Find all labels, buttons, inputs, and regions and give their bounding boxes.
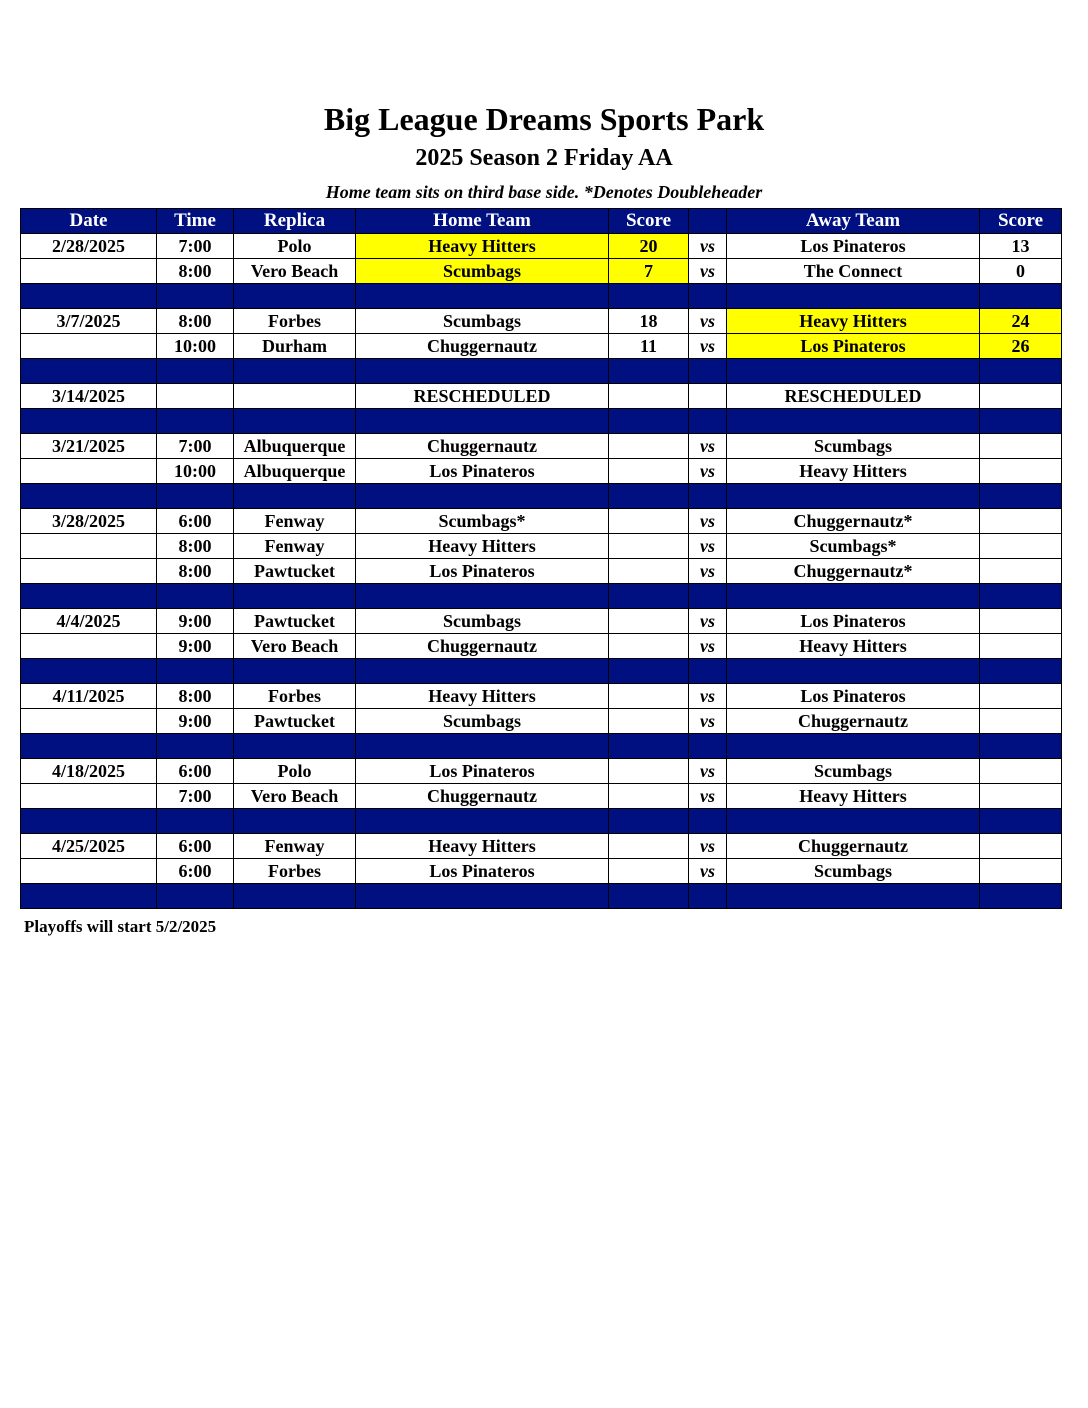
col-header-date: Date <box>21 209 157 234</box>
home-team-cell: Scumbags <box>356 309 609 334</box>
spacer-cell <box>609 484 689 509</box>
spacer-cell <box>157 284 234 309</box>
time-cell: 9:00 <box>157 634 234 659</box>
spacer-cell <box>609 809 689 834</box>
schedule-note: Home team sits on third base side. *Denotes Doubleheader <box>325 182 763 202</box>
date-cell: 3/7/2025 <box>21 309 157 334</box>
spacer-cell <box>609 734 689 759</box>
time-cell: 10:00 <box>157 334 234 359</box>
spacer-cell <box>356 659 609 684</box>
home-score-cell <box>609 609 689 634</box>
playoffs-note: Playoffs will start 5/2/2025 <box>24 917 217 936</box>
replica-cell: Forbes <box>234 309 356 334</box>
away-team-cell: Heavy Hitters <box>727 309 980 334</box>
page-subtitle: 2025 Season 2 Friday AA <box>415 145 673 171</box>
game-row <box>21 309 1062 334</box>
vs-cell: vs <box>689 459 727 484</box>
date-cell <box>21 634 157 659</box>
away-team-cell: Los Pinateros <box>727 334 980 359</box>
spacer-cell <box>980 484 1062 509</box>
spacer-cell <box>727 809 980 834</box>
spacer-cell <box>356 809 609 834</box>
spacer-cell <box>980 359 1062 384</box>
home-team-cell: Scumbags <box>356 609 609 634</box>
col-header-home-team: Home Team <box>356 209 609 234</box>
away-team-cell: Los Pinateros <box>727 684 980 709</box>
away-team-cell: The Connect <box>727 259 980 284</box>
home-team-cell: Los Pinateros <box>356 759 609 784</box>
spacer-cell <box>157 484 234 509</box>
away-team-cell: Scumbags <box>727 759 980 784</box>
spacer-cell <box>234 359 356 384</box>
home-team-cell: Heavy Hitters <box>356 534 609 559</box>
home-score-cell <box>609 384 689 409</box>
game-row <box>21 434 1062 459</box>
spacer-cell <box>689 409 727 434</box>
game-row <box>21 259 1062 284</box>
date-cell: 4/4/2025 <box>21 609 157 634</box>
date-cell: 3/28/2025 <box>21 509 157 534</box>
spacer-cell <box>21 884 157 909</box>
away-score-cell <box>980 559 1062 584</box>
spacer-cell <box>609 659 689 684</box>
away-team-cell: Heavy Hitters <box>727 784 980 809</box>
spacer-cell <box>21 734 157 759</box>
time-cell: 9:00 <box>157 609 234 634</box>
away-team-cell: Los Pinateros <box>727 609 980 634</box>
spacer-cell <box>689 359 727 384</box>
game-row <box>21 559 1062 584</box>
game-row <box>21 534 1062 559</box>
replica-cell: Durham <box>234 334 356 359</box>
spacer-row <box>21 409 1062 434</box>
spacer-cell <box>980 884 1062 909</box>
vs-cell: vs <box>689 784 727 809</box>
replica-cell: Fenway <box>234 509 356 534</box>
spacer-cell <box>234 884 356 909</box>
vs-cell: vs <box>689 234 727 259</box>
away-team-cell: Los Pinateros <box>727 234 980 259</box>
home-score-cell <box>609 759 689 784</box>
home-score-cell: 11 <box>609 334 689 359</box>
home-score-cell <box>609 634 689 659</box>
spacer-cell <box>689 659 727 684</box>
replica-cell: Vero Beach <box>234 784 356 809</box>
away-score-cell <box>980 859 1062 884</box>
spacer-cell <box>609 584 689 609</box>
spacer-cell <box>689 734 727 759</box>
game-row <box>21 784 1062 809</box>
vs-cell: vs <box>689 509 727 534</box>
replica-cell: Pawtucket <box>234 709 356 734</box>
spacer-cell <box>727 734 980 759</box>
replica-cell: Polo <box>234 234 356 259</box>
spacer-cell <box>356 409 609 434</box>
date-cell <box>21 859 157 884</box>
vs-cell: vs <box>689 559 727 584</box>
away-score-cell <box>980 384 1062 409</box>
game-row <box>21 509 1062 534</box>
spacer-cell <box>234 659 356 684</box>
spacer-cell <box>157 734 234 759</box>
spacer-cell <box>980 284 1062 309</box>
spacer-cell <box>157 409 234 434</box>
time-cell: 8:00 <box>157 559 234 584</box>
home-team-cell: Scumbags <box>356 709 609 734</box>
col-header-away-score: Score <box>980 209 1062 234</box>
spacer-cell <box>980 659 1062 684</box>
col-header-vs <box>689 209 727 234</box>
home-score-cell: 20 <box>609 234 689 259</box>
spacer-cell <box>609 284 689 309</box>
spacer-cell <box>727 359 980 384</box>
away-score-cell: 26 <box>980 334 1062 359</box>
game-row <box>21 234 1062 259</box>
home-score-cell <box>609 834 689 859</box>
away-team-cell: Heavy Hitters <box>727 634 980 659</box>
home-team-cell: Chuggernautz <box>356 634 609 659</box>
vs-cell: vs <box>689 609 727 634</box>
spacer-cell <box>234 409 356 434</box>
home-score-cell: 18 <box>609 309 689 334</box>
game-row <box>21 709 1062 734</box>
col-header-time: Time <box>157 209 234 234</box>
away-score-cell <box>980 684 1062 709</box>
spacer-cell <box>157 884 234 909</box>
spacer-cell <box>356 484 609 509</box>
away-score-cell <box>980 759 1062 784</box>
home-score-cell <box>609 784 689 809</box>
replica-cell: Vero Beach <box>234 259 356 284</box>
home-score-cell <box>609 859 689 884</box>
spacer-cell <box>609 409 689 434</box>
away-score-cell: 24 <box>980 309 1062 334</box>
spacer-cell <box>21 284 157 309</box>
spacer-cell <box>727 884 980 909</box>
spacer-cell <box>234 284 356 309</box>
spacer-row <box>21 484 1062 509</box>
away-score-cell <box>980 509 1062 534</box>
away-team-cell: Chuggernautz* <box>727 559 980 584</box>
away-team-cell: Chuggernautz <box>727 709 980 734</box>
date-cell <box>21 259 157 284</box>
time-cell: 7:00 <box>157 434 234 459</box>
home-team-cell: Scumbags <box>356 259 609 284</box>
game-row <box>21 459 1062 484</box>
game-row <box>21 859 1062 884</box>
home-team-cell: Heavy Hitters <box>356 684 609 709</box>
col-header-home-score: Score <box>609 209 689 234</box>
away-score-cell <box>980 609 1062 634</box>
game-row <box>21 634 1062 659</box>
spacer-cell <box>689 809 727 834</box>
home-team-cell: Chuggernautz <box>356 784 609 809</box>
replica-cell: Forbes <box>234 859 356 884</box>
away-team-cell: Chuggernautz* <box>727 509 980 534</box>
away-score-cell <box>980 834 1062 859</box>
away-score-cell: 0 <box>980 259 1062 284</box>
away-score-cell <box>980 634 1062 659</box>
spacer-cell <box>727 659 980 684</box>
away-score-cell <box>980 459 1062 484</box>
time-cell: 9:00 <box>157 709 234 734</box>
away-score-cell <box>980 434 1062 459</box>
spacer-cell <box>727 484 980 509</box>
home-team-cell: Los Pinateros <box>356 859 609 884</box>
spacer-cell <box>157 659 234 684</box>
home-team-cell: Scumbags* <box>356 509 609 534</box>
spacer-cell <box>234 809 356 834</box>
game-row <box>21 684 1062 709</box>
vs-cell: vs <box>689 434 727 459</box>
spacer-cell <box>689 284 727 309</box>
date-cell: 3/21/2025 <box>21 434 157 459</box>
spacer-cell <box>157 584 234 609</box>
game-row <box>21 834 1062 859</box>
home-score-cell <box>609 534 689 559</box>
home-score-cell <box>609 509 689 534</box>
vs-cell: vs <box>689 709 727 734</box>
spacer-cell <box>356 359 609 384</box>
date-cell <box>21 459 157 484</box>
away-team-cell: Scumbags* <box>727 534 980 559</box>
spacer-cell <box>356 284 609 309</box>
spacer-cell <box>21 584 157 609</box>
spacer-cell <box>980 584 1062 609</box>
date-cell: 4/25/2025 <box>21 834 157 859</box>
home-team-cell: RESCHEDULED <box>356 384 609 409</box>
vs-cell: vs <box>689 684 727 709</box>
spacer-cell <box>234 484 356 509</box>
away-score-cell: 13 <box>980 234 1062 259</box>
time-cell: 6:00 <box>157 509 234 534</box>
replica-cell: Vero Beach <box>234 634 356 659</box>
spacer-cell <box>21 409 157 434</box>
vs-cell: vs <box>689 259 727 284</box>
home-score-cell <box>609 459 689 484</box>
time-cell: 6:00 <box>157 759 234 784</box>
schedule-table <box>20 208 1062 909</box>
table-header-row <box>21 209 1062 234</box>
home-team-cell: Los Pinateros <box>356 559 609 584</box>
spacer-cell <box>21 484 157 509</box>
date-cell <box>21 334 157 359</box>
replica-cell: Fenway <box>234 834 356 859</box>
spacer-cell <box>689 584 727 609</box>
time-cell: 8:00 <box>157 684 234 709</box>
vs-cell <box>689 384 727 409</box>
home-score-cell: 7 <box>609 259 689 284</box>
time-cell: 8:00 <box>157 259 234 284</box>
date-cell: 3/14/2025 <box>21 384 157 409</box>
time-cell: 8:00 <box>157 309 234 334</box>
spacer-cell <box>980 734 1062 759</box>
vs-cell: vs <box>689 309 727 334</box>
date-cell <box>21 559 157 584</box>
date-cell: 4/11/2025 <box>21 684 157 709</box>
home-score-cell <box>609 559 689 584</box>
spacer-cell <box>727 284 980 309</box>
game-row <box>21 334 1062 359</box>
date-cell <box>21 784 157 809</box>
spacer-cell <box>356 884 609 909</box>
date-cell: 2/28/2025 <box>21 234 157 259</box>
time-cell: 7:00 <box>157 234 234 259</box>
replica-cell: Albuquerque <box>234 459 356 484</box>
date-cell: 4/18/2025 <box>21 759 157 784</box>
home-team-cell: Heavy Hitters <box>356 234 609 259</box>
replica-cell: Pawtucket <box>234 609 356 634</box>
spacer-cell <box>356 734 609 759</box>
away-team-cell: Heavy Hitters <box>727 459 980 484</box>
spacer-cell <box>21 659 157 684</box>
spacer-cell <box>689 884 727 909</box>
away-team-cell: Scumbags <box>727 859 980 884</box>
home-score-cell <box>609 709 689 734</box>
home-team-cell: Heavy Hitters <box>356 834 609 859</box>
away-team-cell: Chuggernautz <box>727 834 980 859</box>
replica-cell: Polo <box>234 759 356 784</box>
page-title: Big League Dreams Sports Park <box>323 101 765 137</box>
spacer-cell <box>727 584 980 609</box>
spacer-row <box>21 659 1062 684</box>
vs-cell: vs <box>689 834 727 859</box>
game-row <box>21 384 1062 409</box>
home-team-cell: Chuggernautz <box>356 334 609 359</box>
replica-cell: Pawtucket <box>234 559 356 584</box>
col-header-replica: Replica <box>234 209 356 234</box>
spacer-row <box>21 884 1062 909</box>
spacer-cell <box>980 409 1062 434</box>
spacer-cell <box>21 809 157 834</box>
spacer-cell <box>689 484 727 509</box>
col-header-away-team: Away Team <box>727 209 980 234</box>
time-cell: 6:00 <box>157 834 234 859</box>
spacer-cell <box>21 359 157 384</box>
away-score-cell <box>980 784 1062 809</box>
spacer-cell <box>234 734 356 759</box>
game-row <box>21 759 1062 784</box>
date-cell <box>21 709 157 734</box>
away-score-cell <box>980 709 1062 734</box>
time-cell: 8:00 <box>157 534 234 559</box>
replica-cell <box>234 384 356 409</box>
time-cell: 7:00 <box>157 784 234 809</box>
spacer-cell <box>157 809 234 834</box>
time-cell: 10:00 <box>157 459 234 484</box>
spacer-row <box>21 734 1062 759</box>
away-score-cell <box>980 534 1062 559</box>
vs-cell: vs <box>689 759 727 784</box>
home-score-cell <box>609 434 689 459</box>
spacer-row <box>21 584 1062 609</box>
date-cell <box>21 534 157 559</box>
replica-cell: Fenway <box>234 534 356 559</box>
away-team-cell: RESCHEDULED <box>727 384 980 409</box>
home-team-cell: Los Pinateros <box>356 459 609 484</box>
home-score-cell <box>609 684 689 709</box>
spacer-row <box>21 359 1062 384</box>
spacer-cell <box>727 409 980 434</box>
spacer-cell <box>980 809 1062 834</box>
spacer-cell <box>157 359 234 384</box>
replica-cell: Albuquerque <box>234 434 356 459</box>
home-team-cell: Chuggernautz <box>356 434 609 459</box>
spacer-row <box>21 284 1062 309</box>
time-cell: 6:00 <box>157 859 234 884</box>
away-team-cell: Scumbags <box>727 434 980 459</box>
spacer-cell <box>234 584 356 609</box>
spacer-row <box>21 809 1062 834</box>
replica-cell: Forbes <box>234 684 356 709</box>
vs-cell: vs <box>689 534 727 559</box>
spacer-cell <box>356 584 609 609</box>
vs-cell: vs <box>689 634 727 659</box>
spacer-cell <box>609 359 689 384</box>
game-row <box>21 609 1062 634</box>
vs-cell: vs <box>689 859 727 884</box>
spacer-cell <box>609 884 689 909</box>
schedule-body <box>21 234 1062 909</box>
vs-cell: vs <box>689 334 727 359</box>
time-cell <box>157 384 234 409</box>
